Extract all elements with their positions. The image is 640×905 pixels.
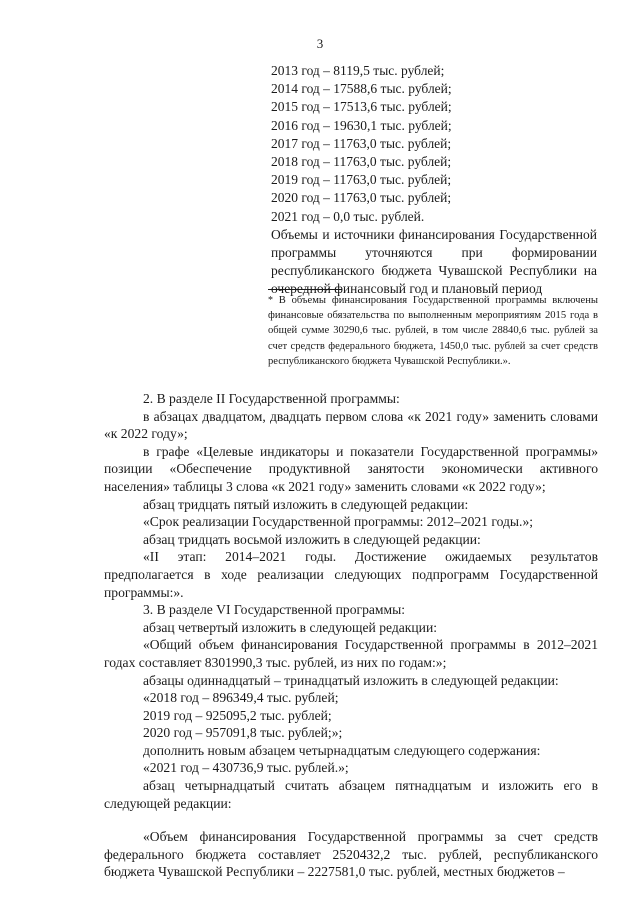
paragraph: в графе «Целевые индикаторы и показатели Государственной программы» позиции «Обеспечение продуктивной занятости экономически активного населения» таблицы 3 слова «к 2021 году» заменить словами «к 2022 году»;	[104, 443, 598, 494]
paragraph: «Общий объем финансирования Государственной программы в 2012–2021 годах составляет 8301990,3 тыс. рублей, из них по годам:»;	[104, 637, 598, 670]
paragraph: «Объем финансирования Государственной программы за счет средств федерального бюджета составляет 2520432,2 тыс. рублей, республиканского бюджета Чувашской Республики – 2227581,0 тыс. рублей, местных бюджетов –	[104, 829, 598, 880]
financing-year-line: 2021 год – 0,0 тыс. рублей.	[271, 208, 425, 224]
financing-year-line: 2018 год – 11763,0 тыс. рублей;	[271, 154, 452, 170]
page-number: 3	[316, 36, 324, 51]
financing-year-line: 2020 год – 11763,0 тыс. рублей;	[271, 190, 452, 206]
paragraph: абзацы одиннадцатый – тринадцатый изложить в следующей редакции:	[143, 672, 559, 688]
footnote-separator	[268, 289, 342, 290]
paragraph: абзац четвертый изложить в следующей редакции:	[143, 619, 438, 635]
paragraph: в абзацах двадцатом, двадцать первом слова «к 2021 году» заменить словами «к 2022 году»;	[104, 408, 598, 442]
paragraph: абзац тридцать восьмой изложить в следующей редакции:	[143, 531, 481, 547]
section-2-heading: 2. В разделе II Государственной программы:	[143, 391, 400, 406]
financing-year-line: 2013 год – 8119,5 тыс. рублей;	[271, 63, 445, 78]
paragraph: абзац тридцать пятый изложить в следующей редакции:	[143, 496, 469, 512]
section-3-heading: 3. В разделе VI Государственной программы:	[143, 602, 406, 618]
paragraph: «2018 год – 896349,4 тыс. рублей;	[143, 690, 339, 706]
amendment-text	[104, 390, 598, 881]
financing-note: Объемы и источники финансирования Государственной программы уточняются при формировании республиканского бюджета Чувашской Республики на очередной финансовый год и плановый период	[271, 226, 597, 297]
footnote	[268, 293, 598, 369]
footnote-mark: *	[268, 295, 273, 306]
financing-year-line: 2015 год – 17513,6 тыс. рублей;	[271, 99, 452, 115]
financing-year-line: 2014 год – 17588,6 тыс. рублей;	[271, 81, 452, 97]
paragraph: 2019 год – 925095,2 тыс. рублей;	[143, 707, 332, 723]
financing-year-line: 2016 год – 19630,1 тыс. рублей;	[271, 117, 452, 133]
footnote-text: В объемы финансирования Государственной программы включены финансовые обязательства по выполненным мероприятиям 2015 года в общей сумме 30290,6 тыс. рублей, в том числе 28840,6 тыс. рублей за счет средств федерального бюджета, 1450,0 тыс. рублей за счет средств республиканского бюджета Чувашской Республики.».	[268, 295, 598, 367]
paragraph: «Срок реализации Государственной программы: 2012–2021 годы.»;	[143, 514, 534, 530]
paragraph: дополнить новым абзацем четырнадцатым следующего содержания:	[143, 742, 541, 758]
paragraph: «II этап: 2014–2021 годы. Достижение ожидаемых результатов предполагается в ходе реализации следующих подпрограмм Государственной программы:».	[104, 549, 598, 600]
paragraph: абзац четырнадцатый считать абзацем пятнадцатым и изложить его в следующей редакции:	[104, 778, 598, 811]
financing-by-year-block	[271, 62, 597, 299]
paragraph: «2021 год – 430736,9 тыс. рублей.»;	[143, 760, 349, 776]
financing-year-line: 2017 год – 11763,0 тыс. рублей;	[271, 135, 452, 151]
financing-year-line: 2019 год – 11763,0 тыс. рублей;	[271, 172, 452, 188]
paragraph: 2020 год – 957091,8 тыс. рублей;»;	[143, 725, 343, 741]
